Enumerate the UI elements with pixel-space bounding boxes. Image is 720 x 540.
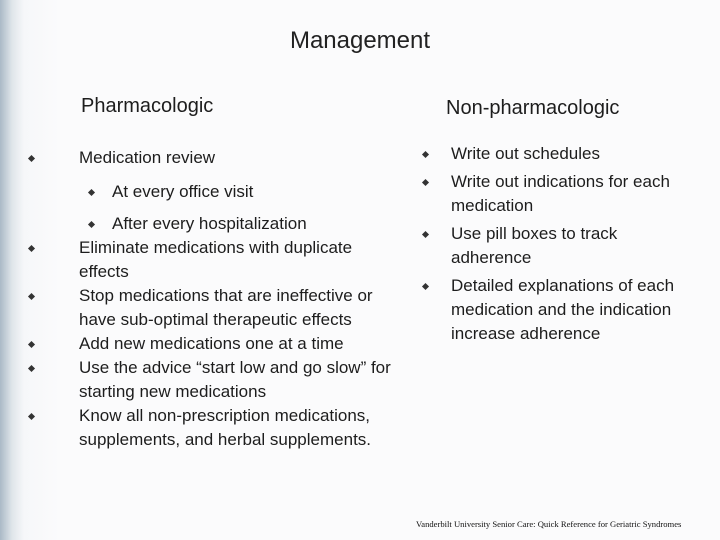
diamond-bullet-icon: [28, 293, 35, 300]
list-item-text: Detailed explanations of each medication and the indication increase adherence: [451, 276, 675, 343]
pharmacologic-list: [79, 146, 399, 452]
list-item: [451, 274, 676, 346]
list-item-text: Write out indications for each medication: [451, 172, 670, 215]
diamond-bullet-icon: [422, 231, 429, 238]
list-item-text: After every hospitalization: [112, 214, 307, 233]
list-item-text: Use pill boxes to track adherence: [451, 224, 618, 267]
list-item: [79, 284, 399, 332]
source-footer: Vanderbilt University Senior Care: Quick Reference for Geriatric Syndromes: [416, 519, 682, 529]
list-item: [79, 236, 399, 284]
list-item-text: Add new medications one at a time: [79, 334, 344, 353]
list-item: [451, 170, 676, 218]
list-item-text: Eliminate medications with duplicate effects: [79, 238, 353, 281]
list-item-text: Write out schedules: [451, 144, 600, 163]
list-item: [79, 356, 399, 404]
diamond-bullet-icon: [28, 365, 35, 372]
slide-title: Management: [289, 27, 431, 54]
list-item: [79, 212, 399, 236]
diamond-bullet-icon: [88, 189, 95, 196]
diamond-bullet-icon: [422, 283, 429, 290]
non-pharmacologic-heading: Non-pharmacologic: [446, 97, 620, 119]
list-item: [79, 146, 399, 170]
diamond-bullet-icon: [28, 341, 35, 348]
diamond-bullet-icon: [28, 155, 35, 162]
list-item: [451, 222, 676, 270]
list-item-text: Medication review: [79, 148, 216, 167]
diamond-bullet-icon: [422, 151, 429, 158]
list-item-text: Know all non-prescription medications, supplements, and herbal supplements.: [79, 406, 372, 449]
non-pharmacologic-list: [451, 142, 676, 346]
list-item-text: Use the advice “start low and go slow” for starting new medications: [79, 358, 391, 401]
diamond-bullet-icon: [28, 413, 35, 420]
diamond-bullet-icon: [28, 245, 35, 252]
pharmacologic-heading: Pharmacologic: [81, 95, 214, 117]
list-item: [79, 332, 399, 356]
list-item: [79, 180, 399, 204]
diamond-bullet-icon: [88, 221, 95, 228]
list-item-text: Stop medications that are ineffective or have sub-optimal therapeutic effects: [79, 286, 373, 329]
list-item: [79, 404, 399, 452]
list-item: [451, 142, 676, 166]
diamond-bullet-icon: [422, 179, 429, 186]
list-item-text: At every office visit: [112, 182, 254, 201]
